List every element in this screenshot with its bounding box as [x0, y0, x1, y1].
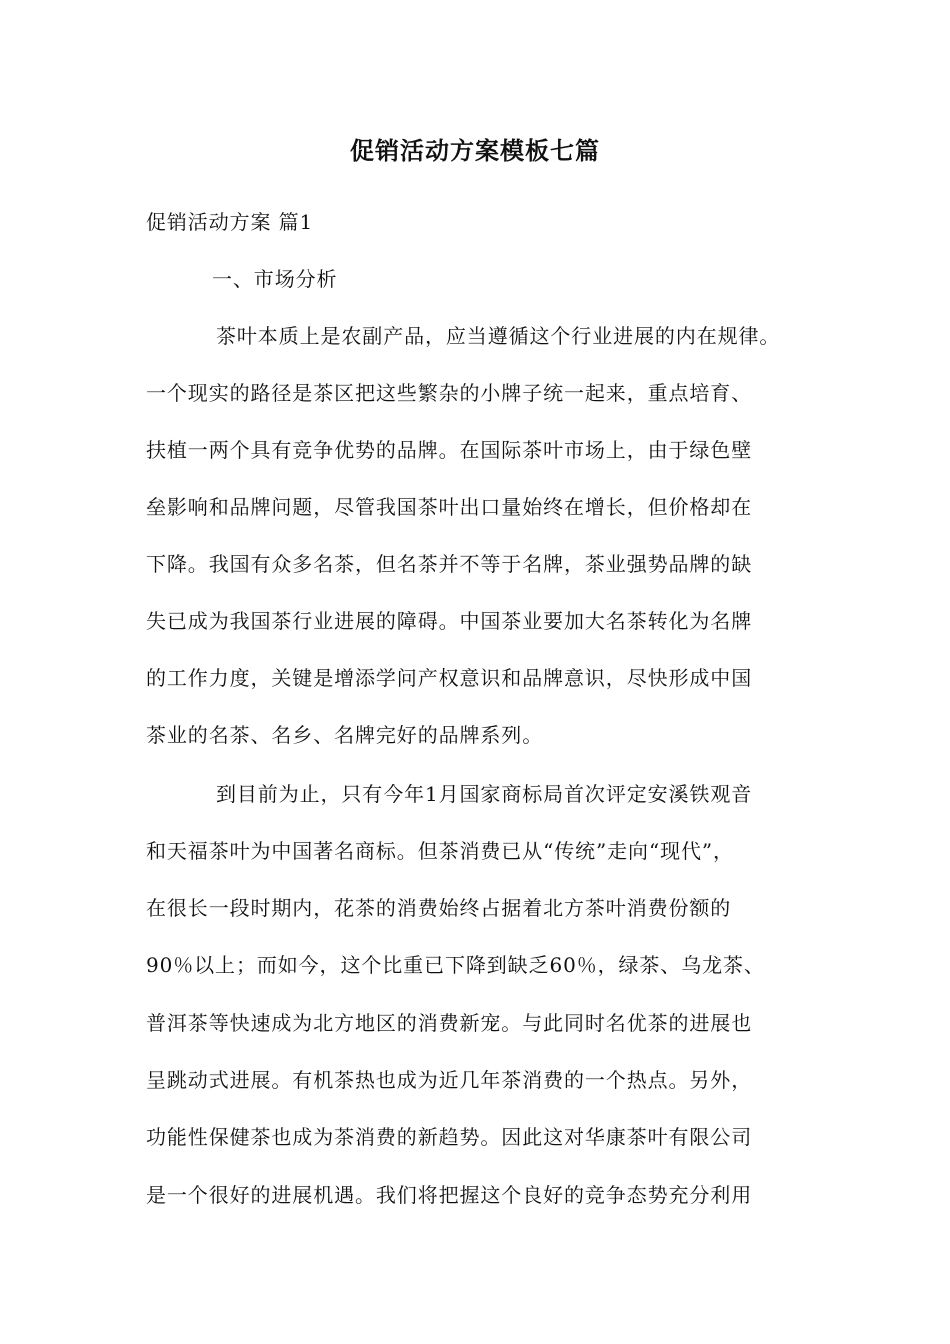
paragraph-line: 一个现实的路径是茶区把这些繁杂的小牌子统一起来，重点培育、	[146, 381, 753, 405]
paragraph-line: 垒影响和品牌问题，尽管我国茶叶出口量始终在增长，但价格却在	[146, 495, 753, 519]
paragraph-line: 下降。我国有众多名茶，但名茶并不等于名牌，茶业强势品牌的缺	[146, 552, 753, 576]
paragraph-line: 茶叶本质上是农副产品，应当遵循这个行业进展的内在规律。	[216, 324, 781, 348]
document-title: 促销活动方案模板七篇	[350, 136, 600, 165]
paragraph-line: 茶业的名茶、名乡、名牌完好的品牌系列。	[146, 723, 544, 747]
section-heading: 促销活动方案 篇1	[146, 210, 314, 234]
paragraph-line: 功能性保健茶也成为茶消费的新趋势。因此这对华康茶叶有限公司	[146, 1125, 753, 1149]
paragraph-line: 失已成为我国茶行业进展的障碍。中国茶业要加大名茶转化为名牌	[146, 609, 753, 633]
paragraph-line: 呈跳动式进展。有机茶热也成为近几年茶消费的一个热点。另外，	[146, 1068, 753, 1092]
paragraph-line: 是一个很好的进展机遇。我们将把握这个良好的竞争态势充分利用	[146, 1183, 753, 1207]
paragraph-line: 到目前为止，只有今年1月国家商标局首次评定安溪铁观音	[216, 782, 753, 806]
paragraph-line: 90％以上；而如今，这个比重已下降到缺乏60％，绿茶、乌龙茶、	[146, 953, 765, 977]
paragraph-line: 的工作力度，关键是增添学问产权意识和品牌意识，尽快形成中国	[146, 666, 753, 690]
paragraph-line: 在很长一段时期内，花茶的消费始终占据着北方茶叶消费份额的	[146, 896, 732, 920]
paragraph-line: 和天福茶叶为中国著名商标。但茶消费已从“传统”走向“现代”，	[146, 839, 734, 863]
paragraph-line: 普洱茶等快速成为北方地区的消费新宠。与此同时名优茶的进展也	[146, 1011, 753, 1035]
subheading-market-analysis: 一、市场分析	[212, 267, 338, 291]
paragraph-line: 扶植一两个具有竞争优势的品牌。在国际茶叶市场上，由于绿色壁	[146, 438, 753, 462]
